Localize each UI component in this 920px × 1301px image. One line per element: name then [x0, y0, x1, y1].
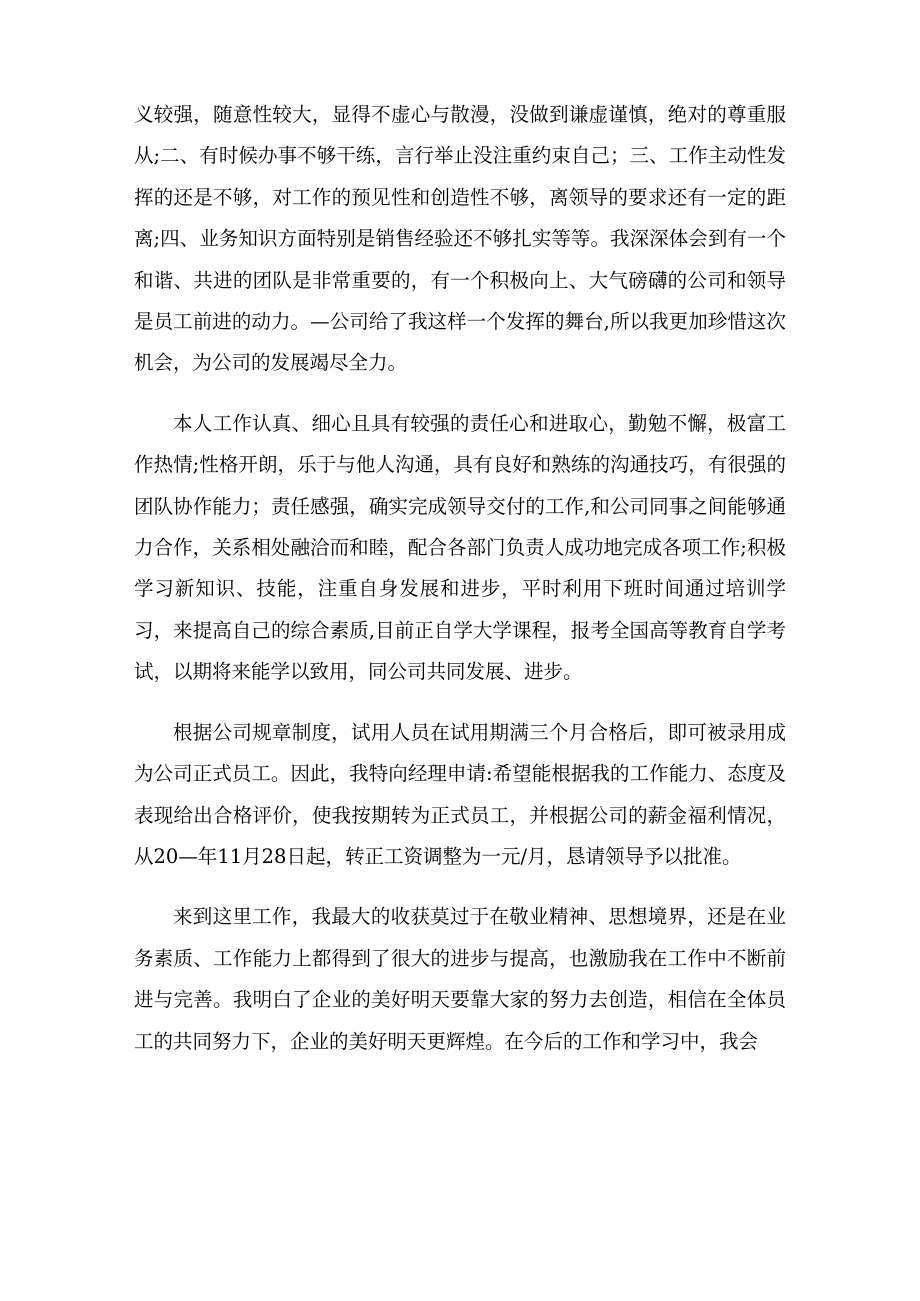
paragraph-self-assessment: 本人工作认真、细心且具有较强的责任心和进取心，勤勉不懈，极富工作热情;性格开朗，乐于与他人沟通，具有良好和熟练的沟通技巧，有很强的团队协作能力；责任感强，确实完成领导交付的工作,和公司同事之间能够通力合作，关系相处融洽而和睦，配合各部门负责人成功地完成各项工作;积极学习新知识、技能，注重自身发展和进步，平时利用下班时间通过培训学习，来提高自己的综合素质,目前正自学大学课程，报考全国高等教育自学考试，以期将来能学以致用，同公司共同发展、进步。 [134, 411, 786, 684]
paragraph-application-request: 根据公司规章制度，试用人员在试用期满三个月合格后，即可被录用成为公司正式员工。因此，我特向经理申请:希望能根据我的工作能力、态度及表现给出合格评价，使我按期转为正式员工，并根据公司的薪金福利情况，从20—年11月28日起，转正工资调整为一元/月，恳请领导予以批准。 [134, 720, 786, 868]
document-page [134, 94, 786, 1081]
paragraph-continuation: 义较强，随意性较大，显得不虚心与散漫，没做到谦虚谨慎，绝对的尊重服从;二、有时候办事不够干练，言行举止没注重约束自己；三、工作主动性发挥的还是不够，对工作的预见性和创造性不够，离领导的要求还有一定的距离;四、业务知识方面特别是销售经验还不够扎实等等。我深深体会到有一个和谐、共进的团队是非常重要的，有一个积极向上、大气磅礴的公司和领导是员工前进的动力。—公司给了我这样一个发挥的舞台,所以我更加珍惜这次机会，为公司的发展竭尽全力。 [134, 103, 786, 375]
paragraph-gains: 来到这里工作，我最大的收获莫过于在敬业精神、思想境界，还是在业务素质、工作能力上都得到了很大的进步与提高，也激励我在工作中不断前进与完善。我明白了企业的美好明天要靠大家的努力去创造，相信在全体员工的共同努力下，企业的美好明天更辉煌。在今后的工作和学习中，我会 [134, 905, 786, 1053]
